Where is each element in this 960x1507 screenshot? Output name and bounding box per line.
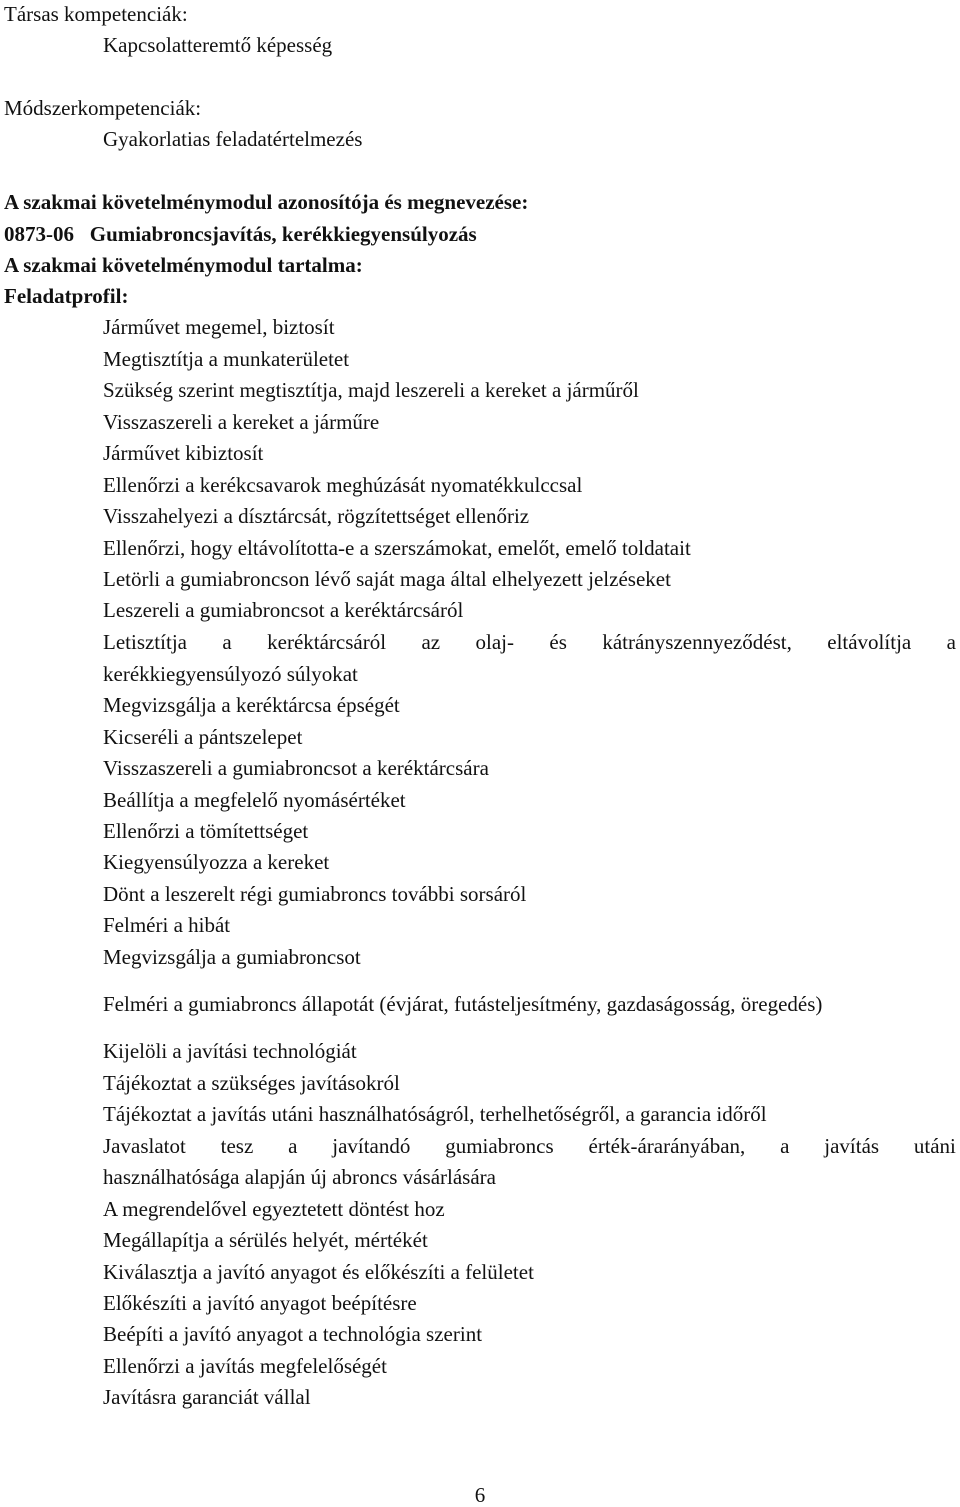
word: érték-árarányában, [588,1134,746,1158]
task-item: Leszereli a gumiabroncsot a keréktárcsáról [103,598,464,622]
task-item: Kiválasztja a javító anyagot és előkészíti a felületet [103,1260,534,1284]
task-item: Beépíti a javító anyagot a technológia szerint [103,1322,483,1346]
task-item: Visszaszereli a kereket a járműre [103,410,380,434]
task-item: Letörli a gumiabroncson lévő saját maga által elhelyezett jelzéseket [103,567,671,591]
task-item: Megvizsgálja a keréktárcsa épségét [103,693,400,717]
word: tesz [220,1134,254,1158]
word: kátrányszennyeződést, [602,630,792,654]
task-item: Járművet kibiztosít [103,441,264,465]
word: Letisztítja [103,630,187,654]
word: a [780,1134,790,1158]
task-item: Előkészíti a javító anyagot beépítésre [103,1291,417,1315]
task-item: Kiegyensúlyozza a kereket [103,850,330,874]
word: javítandó [332,1134,411,1158]
task-item: Ellenőrzi a tömítettséget [103,819,309,843]
word: a [946,630,956,654]
word: a [222,630,232,654]
module-id-value: 0873-06 Gumiabroncsjavítás, kerékkiegyensúlyozás [4,222,477,246]
task-item: Visszahelyezi a dísztárcsát, rögzítettséget ellenőriz [103,504,530,528]
word: a [288,1134,298,1158]
social-competencies-heading: Társas kompetenciák: [4,2,188,26]
task-item: Tájékoztat a javítás utáni használhatóságról, terhelhetőségről, a garancia időről [103,1102,767,1126]
word: az [421,630,441,654]
page-number: 6 [474,1483,486,1507]
task-item: Felméri a hibát [103,913,231,937]
task-item: Visszaszereli a gumiabroncsot a keréktárcsára [103,756,489,780]
word: eltávolítja [827,630,912,654]
task-item: Megtisztítja a munkaterületet [103,347,350,371]
word: javítás [824,1134,880,1158]
word: utáni [913,1134,956,1158]
method-competencies-heading: Módszerkompetenciák: [4,96,202,120]
task-item-long-line2: használhatósága alapján új abroncs vásárlására [103,1165,496,1189]
method-competency-item: Gyakorlatias feladatértelmezés [103,127,363,151]
module-content-heading: A szakmai követelménymodul tartalma: [4,253,363,277]
task-item-long-line2: kerékkiegyensúlyozó súlyokat [103,662,358,686]
task-item: Javításra garanciát vállal [103,1385,311,1409]
task-item: Megvizsgálja a gumiabroncsot [103,945,361,969]
task-item: Kijelöli a javítási technológiát [103,1039,357,1063]
task-item: Tájékoztat a szükséges javításokról [103,1071,400,1095]
task-item: Beállítja a megfelelő nyomásértéket [103,788,406,812]
task-profile-heading: Feladatprofil: [4,284,129,308]
task-item: Ellenőrzi a javítás megfelelőségét [103,1354,387,1378]
task-item: Megállapítja a sérülés helyét, mértékét [103,1228,428,1252]
word: olaj- [475,630,515,654]
task-item: A megrendelővel egyeztetett döntést hoz [103,1197,445,1221]
task-item: Ellenőrzi a kerékcsavarok meghúzását nyomatékkulccsal [103,473,583,497]
task-item-long-line1 [103,1134,956,1158]
social-competency-item: Kapcsolatteremtő képesség [103,33,333,57]
module-id-heading: A szakmai követelménymodul azonosítója és megnevezése: [4,190,529,214]
task-item: Járművet megemel, biztosít [103,315,335,339]
task-item: Szükség szerint megtisztítja, majd leszereli a kereket a járműről [103,378,639,402]
task-item: Felméri a gumiabroncs állapotát (évjárat, futásteljesítmény, gazdaságosság, öregedés) [103,992,823,1016]
word: Javaslatot [103,1134,186,1158]
task-item-long-line1 [103,630,956,654]
task-item: Ellenőrzi, hogy eltávolította-e a szerszámokat, emelőt, emelő toldatait [103,536,691,560]
word: és [549,630,567,654]
task-item: Dönt a leszerelt régi gumiabroncs további sorsáról [103,882,527,906]
task-item: Kicseréli a pántszelepet [103,725,303,749]
word: keréktárcsáról [267,630,387,654]
word: gumiabroncs [445,1134,554,1158]
